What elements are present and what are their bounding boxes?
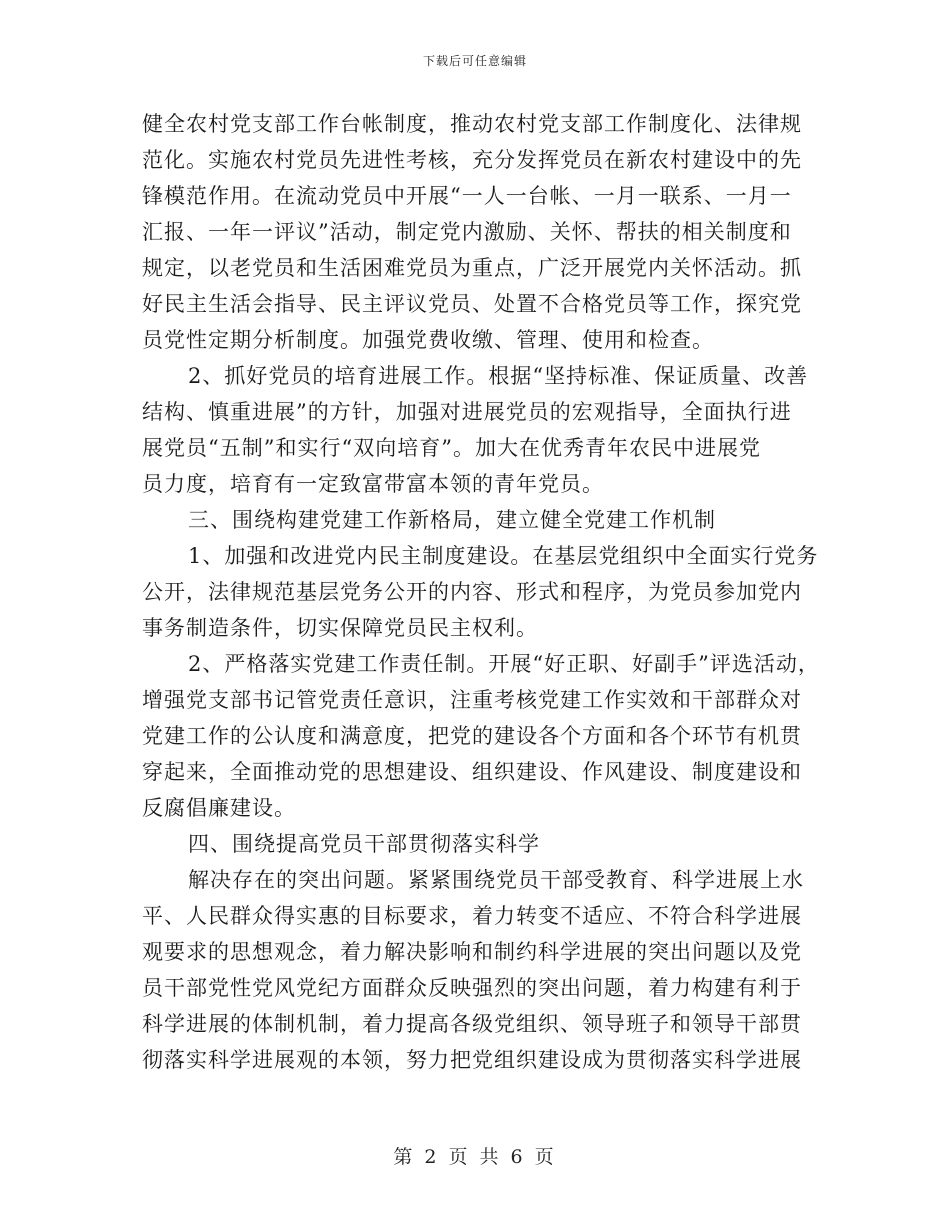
page-number-footer: 第 2 页 共 6 页 [393, 1146, 557, 1168]
text-line: 科学进展的体制机制，着力提高各级党组织、领导班子和领导干部贯 [142, 1012, 802, 1036]
text-line: 平、人民群众得实惠的目标要求，着力转变不适应、不符合科学进展 [142, 904, 802, 928]
text-line: 事务制造条件，切实保障党员民主权利。 [142, 616, 538, 640]
section-heading: 四、围绕提高党员干部贯彻落实科学 [188, 832, 540, 856]
text-line: 员党性定期分析制度。加强党费收缴、管理、使用和检查。 [142, 328, 714, 352]
document-body [142, 106, 820, 1078]
text-line: 结构、慎重进展”的方针，加强对进展党员的宏观指导，全面执行进 [142, 400, 792, 424]
paragraph-start-line: 1、加强和改进党内民主制度建设。在基层党组织中全面实行党务 [188, 544, 819, 568]
text-line: 锋模范作用。在流动党员中开展“一人一台帐、一月一联系、一月一 [142, 184, 792, 208]
text-line: 反腐倡廉建设。 [142, 796, 296, 820]
text-line: 党建工作的公认度和满意度，把党的建设各个方面和各个环节有机贯 [142, 724, 802, 748]
text-line: 规定，以老党员和生活困难党员为重点，广泛开展党内关怀活动。抓 [142, 256, 802, 280]
text-line: 穿起来，全面推动党的思想建设、组织建设、作风建设、制度建设和 [142, 760, 802, 784]
text-line: 展党员“五制”和实行“双向培育”。加大在优秀青年农民中进展党 [142, 436, 761, 460]
text-line: 汇报、一年一评议”活动，制定党内激励、关怀、帮扶的相关制度和 [142, 220, 792, 244]
text-line: 增强党支部书记管党责任意识，注重考核党建工作实效和干部群众对 [142, 688, 802, 712]
paragraph-start-line: 解决存在的突出问题。紧紧围绕党员干部受教育、科学进展上水 [188, 868, 804, 892]
text-line: 彻落实科学进展观的本领，努力把党组织建设成为贯彻落实科学进展 [142, 1048, 802, 1072]
paragraph-start-line: 2、抓好党员的培育进展工作。根据“坚持标准、保证质量、改善 [188, 364, 809, 388]
text-line: 员干部党性党风党纪方面群众反映强烈的突出问题，着力构建有利于 [142, 976, 802, 1000]
page-header: 下载后可任意编辑 [422, 54, 527, 68]
text-line: 观要求的思想观念，着力解决影响和制约科学进展的突出问题以及党 [142, 940, 802, 964]
text-line: 健全农村党支部工作台帐制度，推动农村党支部工作制度化、法律规 [142, 112, 802, 136]
text-line: 公开，法律规范基层党务公开的内容、形式和程序，为党员参加党内 [142, 580, 802, 604]
text-line: 好民主生活会指导、民主评议党员、处置不合格党员等工作，探究党 [142, 292, 802, 316]
text-line: 员力度，培育有一定致富带富本领的青年党员。 [142, 472, 604, 496]
text-line: 范化。实施农村党员先进性考核，充分发挥党员在新农村建设中的先 [142, 148, 802, 172]
section-heading: 三、围绕构建党建工作新格局，建立健全党建工作机制 [188, 508, 716, 532]
paragraph-start-line: 2、严格落实党建工作责任制。开展“好正职、好副手”评选活动， [188, 652, 820, 676]
